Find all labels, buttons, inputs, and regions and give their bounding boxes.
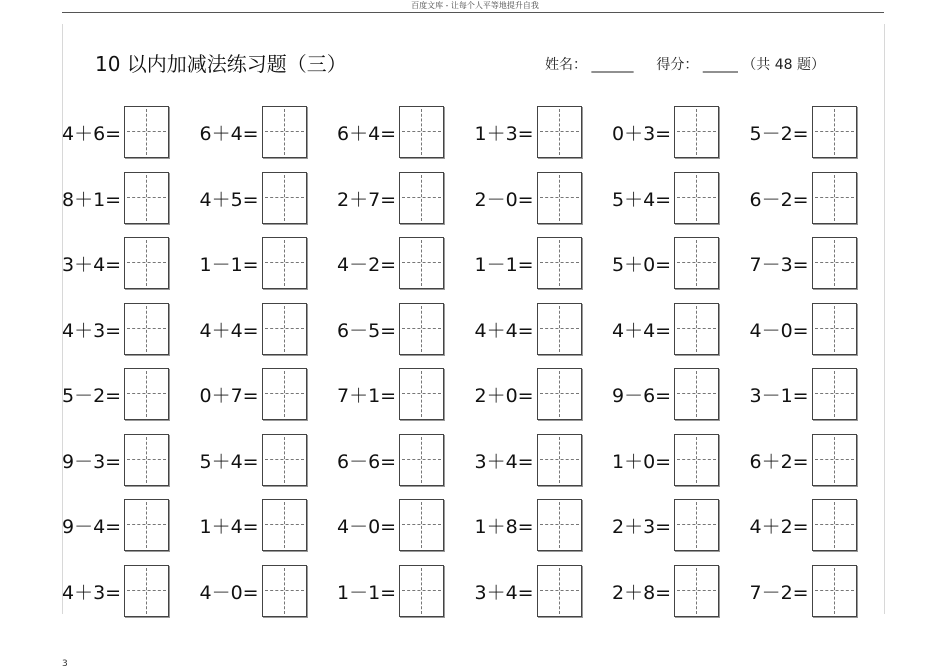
answer-box[interactable] [537, 237, 582, 289]
problem-expression: 6＋4= [337, 123, 397, 145]
answer-box-guide-vertical [421, 306, 422, 352]
answer-box-guide-horizontal [540, 131, 579, 132]
problem-item [612, 368, 749, 420]
answer-box-guide-horizontal [265, 524, 304, 525]
answer-box-guide-vertical [559, 175, 560, 221]
answer-box[interactable] [537, 499, 582, 551]
problem-expression: 9－4= [62, 516, 122, 538]
answer-box-guide-vertical [146, 240, 147, 286]
answer-box-guide-vertical [559, 371, 560, 417]
answer-box-guide-horizontal [677, 131, 716, 132]
problem-item [62, 303, 199, 355]
answer-box-guide-horizontal [265, 262, 304, 263]
problem-expression: 4＋4= [612, 319, 672, 342]
answer-box-guide-vertical [146, 175, 147, 221]
answer-box[interactable] [262, 237, 307, 289]
answer-box-guide-vertical [146, 109, 147, 155]
answer-box[interactable] [674, 434, 719, 486]
problem-expression: 6－2= [749, 188, 809, 211]
answer-box[interactable] [262, 172, 307, 224]
total-count: （共 48 题） [742, 57, 825, 73]
problem-expression: 2＋7= [337, 188, 397, 211]
problem-item [475, 565, 612, 617]
problem-item [475, 434, 612, 486]
problem-item [62, 237, 199, 289]
problem-expression: 1－1= [337, 581, 397, 604]
title-row [95, 52, 855, 76]
answer-box-guide-vertical [284, 109, 285, 155]
answer-box-guide-horizontal [815, 262, 854, 263]
answer-box-guide-vertical [284, 240, 285, 286]
header-text: 百度文库 - 让每个人平等地提升自我 [411, 1, 539, 10]
answer-box-guide-horizontal [815, 459, 854, 460]
problem-expression: 4－0= [337, 516, 397, 538]
problem-expression: 4＋3= [62, 319, 122, 342]
answer-box[interactable] [812, 303, 857, 355]
answer-box-guide-horizontal [402, 590, 441, 591]
problem-item [337, 106, 474, 158]
answer-box-guide-horizontal [127, 197, 166, 198]
answer-box[interactable] [262, 368, 307, 420]
answer-box[interactable] [674, 368, 719, 420]
answer-box-guide-horizontal [677, 197, 716, 198]
answer-box-guide-vertical [284, 502, 285, 548]
answer-box-guide-horizontal [540, 262, 579, 263]
answer-box-guide-horizontal [127, 262, 166, 263]
answer-box-guide-vertical [559, 437, 560, 483]
answer-box[interactable] [812, 434, 857, 486]
answer-box[interactable] [399, 172, 444, 224]
answer-box-guide-horizontal [265, 328, 304, 329]
problem-expression: 5＋4= [199, 450, 259, 473]
answer-box-guide-vertical [696, 109, 697, 155]
name-blank: ______ [591, 57, 634, 73]
answer-box-guide-horizontal [127, 459, 166, 460]
answer-box[interactable] [674, 172, 719, 224]
answer-box[interactable] [537, 434, 582, 486]
answer-box-guide-horizontal [265, 459, 304, 460]
problem-item [200, 499, 337, 551]
answer-box[interactable] [124, 237, 169, 289]
answer-box-guide-horizontal [402, 197, 441, 198]
answer-box[interactable] [537, 303, 582, 355]
answer-box-guide-vertical [559, 109, 560, 155]
answer-box-guide-horizontal [402, 393, 441, 394]
problem-expression: 9－6= [612, 385, 672, 407]
problem-item [612, 172, 749, 224]
problem-expression: 4＋6= [62, 123, 122, 145]
answer-box-guide-vertical [146, 437, 147, 483]
problem-expression: 2＋3= [612, 516, 672, 538]
answer-box-guide-vertical [696, 175, 697, 221]
problem-expression: 4＋4= [474, 319, 534, 342]
problem-expression: 2＋0= [474, 385, 534, 407]
problem-row [62, 172, 862, 224]
problem-item [200, 368, 337, 420]
problem-item [337, 434, 474, 486]
answer-box[interactable] [124, 434, 169, 486]
problem-item [475, 303, 612, 355]
header-divider [62, 12, 884, 13]
answer-box-guide-vertical [284, 306, 285, 352]
problem-item [750, 499, 887, 551]
problem-expression: 9－3= [62, 450, 122, 473]
problem-expression: 5－2= [749, 123, 809, 145]
answer-box[interactable] [674, 237, 719, 289]
problem-item [200, 434, 337, 486]
problem-item [612, 434, 749, 486]
answer-box-guide-vertical [559, 568, 560, 614]
answer-box-guide-vertical [284, 175, 285, 221]
problem-item [475, 106, 612, 158]
score-label: 得分： [656, 57, 699, 73]
problem-item [200, 106, 337, 158]
answer-box-guide-horizontal [815, 131, 854, 132]
answer-box-guide-vertical [146, 502, 147, 548]
problem-expression: 1＋0= [612, 450, 672, 473]
problem-item [337, 237, 474, 289]
problem-expression: 5＋0= [612, 254, 672, 276]
problem-item [475, 368, 612, 420]
problem-expression: 4－2= [337, 254, 397, 276]
answer-box[interactable] [537, 565, 582, 617]
problem-item [750, 172, 887, 224]
problem-row [62, 499, 862, 551]
answer-box-guide-vertical [284, 371, 285, 417]
problem-item [612, 303, 749, 355]
answer-box[interactable] [812, 565, 857, 617]
problem-item [62, 565, 199, 617]
page-number: 3 [62, 659, 68, 669]
answer-box-guide-vertical [834, 502, 835, 548]
problem-item [750, 565, 887, 617]
problem-expression: 3＋4= [62, 254, 122, 276]
answer-box[interactable] [262, 565, 307, 617]
answer-box-guide-vertical [834, 568, 835, 614]
answer-box-guide-horizontal [815, 328, 854, 329]
answer-box-guide-horizontal [402, 524, 441, 525]
answer-box-guide-vertical [146, 568, 147, 614]
answer-box-guide-vertical [421, 568, 422, 614]
answer-box[interactable] [674, 499, 719, 551]
answer-box-guide-horizontal [265, 393, 304, 394]
answer-box[interactable] [812, 499, 857, 551]
answer-box-guide-vertical [421, 371, 422, 417]
problem-expression: 8＋1= [62, 188, 122, 211]
problem-item [750, 368, 887, 420]
answer-box-guide-vertical [696, 568, 697, 614]
problem-item [612, 106, 749, 158]
problem-expression: 0＋7= [199, 385, 259, 407]
answer-box[interactable] [262, 434, 307, 486]
answer-box[interactable] [399, 499, 444, 551]
answer-box-guide-vertical [834, 306, 835, 352]
problem-expression: 5＋4= [612, 188, 672, 211]
answer-box-guide-vertical [834, 175, 835, 221]
problem-item [337, 303, 474, 355]
problem-item [475, 237, 612, 289]
problem-expression: 6－6= [337, 450, 397, 473]
answer-box[interactable] [262, 303, 307, 355]
answer-box-guide-horizontal [677, 524, 716, 525]
answer-box[interactable] [812, 106, 857, 158]
answer-box[interactable] [262, 499, 307, 551]
answer-box-guide-vertical [834, 437, 835, 483]
answer-box-guide-horizontal [540, 197, 579, 198]
answer-box-guide-horizontal [127, 131, 166, 132]
answer-box-guide-vertical [421, 502, 422, 548]
name-label: 姓名： [545, 57, 587, 73]
problem-item [62, 368, 199, 420]
answer-box-guide-horizontal [815, 393, 854, 394]
problem-expression: 4＋4= [199, 319, 259, 342]
answer-box-guide-horizontal [265, 590, 304, 591]
answer-box-guide-horizontal [677, 590, 716, 591]
problem-item [612, 499, 749, 551]
problem-expression: 1＋4= [199, 516, 259, 538]
problem-row [62, 434, 862, 486]
problem-row [62, 565, 862, 617]
answer-box-guide-vertical [421, 109, 422, 155]
problem-expression: 3－1= [749, 385, 809, 407]
answer-box-guide-horizontal [265, 197, 304, 198]
answer-box[interactable] [262, 106, 307, 158]
answer-box[interactable] [399, 106, 444, 158]
answer-box[interactable] [537, 106, 582, 158]
answer-box-guide-vertical [146, 306, 147, 352]
answer-box-guide-vertical [421, 175, 422, 221]
problem-row [62, 368, 862, 420]
problem-item [612, 237, 749, 289]
answer-box-guide-horizontal [402, 262, 441, 263]
problem-expression: 4＋5= [199, 188, 259, 211]
answer-box-guide-horizontal [540, 524, 579, 525]
answer-box-guide-horizontal [815, 590, 854, 591]
answer-box-guide-horizontal [540, 328, 579, 329]
answer-box-guide-vertical [421, 240, 422, 286]
problem-item [200, 237, 337, 289]
answer-box-guide-vertical [146, 371, 147, 417]
answer-box-guide-horizontal [127, 393, 166, 394]
answer-box-guide-horizontal [540, 393, 579, 394]
answer-box[interactable] [812, 368, 857, 420]
answer-box[interactable] [399, 237, 444, 289]
answer-box[interactable] [124, 172, 169, 224]
answer-box-guide-vertical [284, 437, 285, 483]
problem-item [750, 434, 887, 486]
answer-box-guide-horizontal [402, 459, 441, 460]
problem-expression: 7－2= [749, 581, 809, 604]
score-blank: _____ [702, 57, 738, 73]
problem-expression: 4－0= [749, 319, 809, 342]
problem-expression: 0＋3= [612, 123, 672, 145]
problem-expression: 1＋3= [474, 123, 534, 145]
problem-expression: 1－1= [474, 254, 534, 276]
answer-box-guide-horizontal [265, 131, 304, 132]
problem-item [200, 172, 337, 224]
problem-item [475, 499, 612, 551]
answer-box-guide-vertical [284, 568, 285, 614]
answer-box[interactable] [399, 368, 444, 420]
answer-box-guide-horizontal [677, 262, 716, 263]
problem-expression: 2－0= [474, 188, 534, 211]
problem-expression: 1＋8= [474, 516, 534, 538]
answer-box-guide-vertical [559, 502, 560, 548]
answer-box-guide-horizontal [540, 590, 579, 591]
answer-box-guide-vertical [559, 306, 560, 352]
problem-expression: 5－2= [62, 385, 122, 407]
answer-box-guide-horizontal [127, 524, 166, 525]
answer-box[interactable] [124, 565, 169, 617]
problem-item [62, 499, 199, 551]
problem-row [62, 303, 862, 355]
answer-box-guide-vertical [834, 109, 835, 155]
student-info [545, 55, 825, 75]
answer-box-guide-vertical [834, 240, 835, 286]
answer-box-guide-vertical [834, 371, 835, 417]
problem-expression: 4＋2= [749, 516, 809, 538]
problem-item [62, 172, 199, 224]
problem-expression: 2＋8= [612, 581, 672, 604]
problem-item [200, 303, 337, 355]
problem-item [750, 237, 887, 289]
answer-box[interactable] [124, 499, 169, 551]
answer-box-guide-horizontal [402, 328, 441, 329]
answer-box-guide-vertical [696, 306, 697, 352]
worksheet-title: 10 以内加减法练习题（三） [95, 52, 347, 76]
problem-expression: 4－0= [199, 581, 259, 604]
problem-expression: 3＋4= [474, 581, 534, 604]
answer-box[interactable] [124, 303, 169, 355]
answer-box[interactable] [399, 434, 444, 486]
answer-box[interactable] [674, 565, 719, 617]
problem-expression: 3＋4= [474, 450, 534, 473]
problem-row [62, 237, 862, 289]
answer-box-guide-horizontal [677, 459, 716, 460]
answer-box[interactable] [537, 172, 582, 224]
problem-expression: 4＋3= [62, 581, 122, 604]
answer-box-guide-vertical [696, 371, 697, 417]
answer-box-guide-horizontal [815, 524, 854, 525]
answer-box-guide-horizontal [677, 328, 716, 329]
answer-box-guide-horizontal [677, 393, 716, 394]
answer-box[interactable] [124, 368, 169, 420]
problem-item [62, 434, 199, 486]
answer-box-guide-vertical [421, 437, 422, 483]
problem-item [62, 106, 199, 158]
answer-box-guide-horizontal [402, 131, 441, 132]
answer-box-guide-vertical [696, 240, 697, 286]
problem-expression: 6＋4= [199, 123, 259, 145]
problem-item [200, 565, 337, 617]
answer-box[interactable] [812, 172, 857, 224]
problem-item [337, 499, 474, 551]
answer-box[interactable] [124, 106, 169, 158]
answer-box[interactable] [812, 237, 857, 289]
problem-expression: 1－1= [199, 254, 259, 276]
problem-item [750, 106, 887, 158]
problem-item [475, 172, 612, 224]
answer-box[interactable] [674, 303, 719, 355]
problem-expression: 6－5= [337, 319, 397, 342]
problem-expression: 6＋2= [749, 450, 809, 473]
answer-box[interactable] [399, 565, 444, 617]
answer-box-guide-horizontal [127, 590, 166, 591]
problem-item [337, 565, 474, 617]
answer-box[interactable] [399, 303, 444, 355]
answer-box-guide-horizontal [127, 328, 166, 329]
answer-box[interactable] [674, 106, 719, 158]
answer-box[interactable] [537, 368, 582, 420]
answer-box-guide-vertical [696, 437, 697, 483]
problem-item [750, 303, 887, 355]
problem-expression: 7＋1= [337, 385, 397, 407]
problem-item [337, 172, 474, 224]
answer-box-guide-horizontal [540, 459, 579, 460]
answer-box-guide-vertical [559, 240, 560, 286]
problem-item [337, 368, 474, 420]
answer-box-guide-horizontal [815, 197, 854, 198]
problem-item [612, 565, 749, 617]
problem-row [62, 106, 862, 158]
problem-expression: 7－3= [749, 254, 809, 276]
answer-box-guide-vertical [696, 502, 697, 548]
